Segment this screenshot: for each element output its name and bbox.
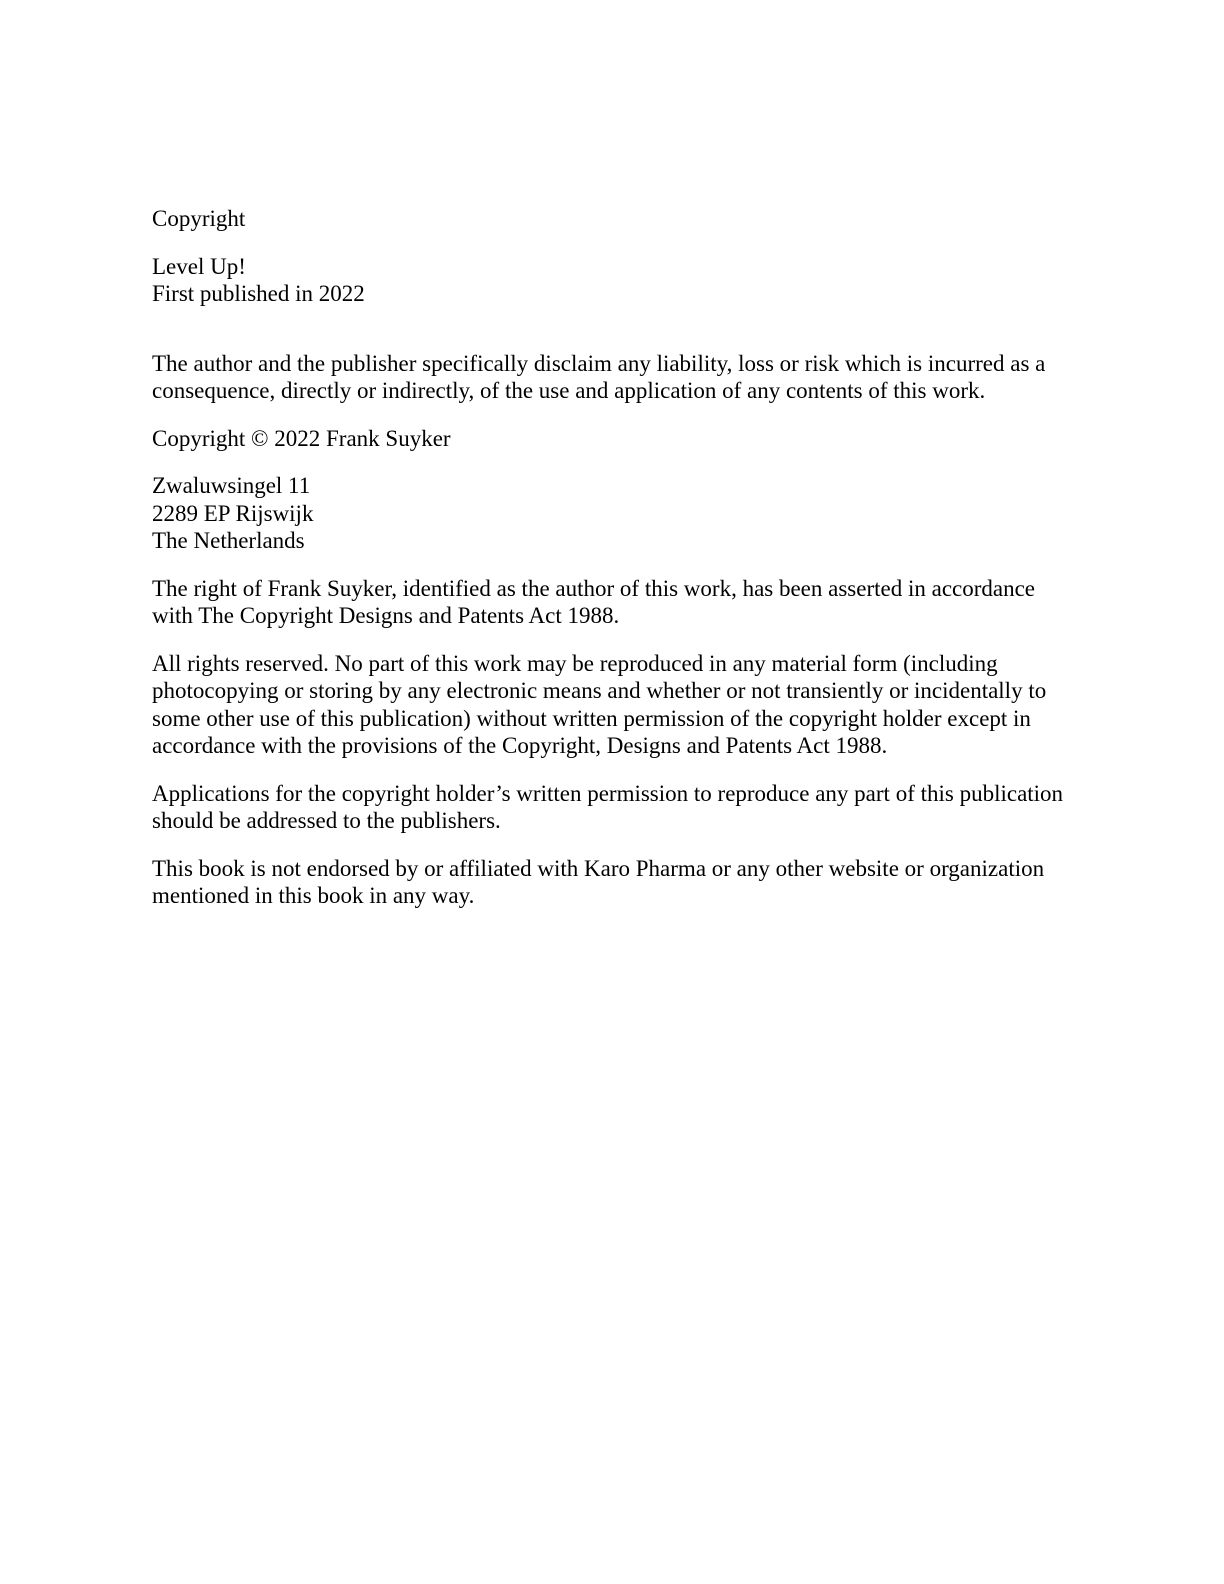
- blank-line: [152, 328, 1064, 350]
- all-rights-reserved-paragraph: All rights reserved. No part of this work may be reproduced in any material form (including photocopying or storing by any electronic means and whether or not transiently or incidentally to some other use of this publication) without written permission of the copyright holder except in accordance with the provisions of the Copyright, Designs and Patents Act 1988.: [152, 650, 1047, 758]
- copyright-heading: Copyright: [152, 206, 246, 231]
- address-lines: Zwaluwsingel 11 2289 EP Rijswijk The Netherlands: [152, 473, 314, 553]
- rights-assertion-paragraph: The right of Frank Suyker, identified as the author of this work, has been asserted in accordance with The Copyright Designs and Patents Act 1988.: [152, 575, 1036, 628]
- disclaimer-paragraph: The author and the publisher specifically disclaim any liability, loss or risk which is incurred as a consequence, directly or indirectly, of the use and application of any contents of this work.: [152, 350, 1046, 403]
- edition-lines: Level Up! First published in 2022: [152, 253, 365, 306]
- permissions-paragraph: Applications for the copyright holder’s written permission to reproduce any part of this publication should be addressed to the publishers.: [152, 780, 1064, 833]
- document-body: [152, 205, 1064, 910]
- endorsement-paragraph: This book is not endorsed by or affiliated with Karo Pharma or any other website or organization mentioned in this book in any way.: [152, 855, 1045, 908]
- copyright-notice: Copyright © 2022 Frank Suyker: [152, 425, 451, 451]
